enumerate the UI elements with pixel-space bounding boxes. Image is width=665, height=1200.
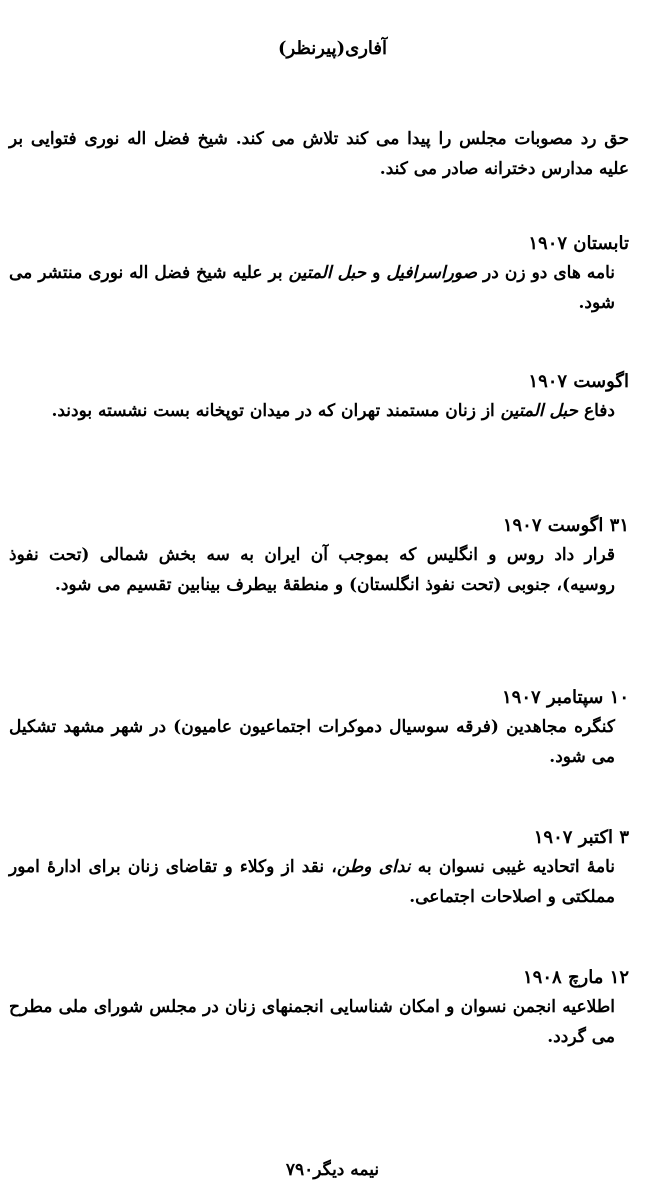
entry-date: ۳۱ اگوست ۱۹۰۷ <box>502 515 629 536</box>
entry-text-part: دفاع <box>578 401 615 421</box>
entry-date: اگوست ۱۹۰۷ <box>528 371 629 392</box>
entry-text-part: از زنان مستمند تهران که در میدان توپخانه بست نشسته بودند. <box>51 401 501 421</box>
entry-text-part: بر علیه شیخ فضل اله نوری منتشر می شود. <box>9 263 615 313</box>
entry-text <box>9 396 615 426</box>
entry-text: قرار داد روس و انگلیس که بموجب آن ایران به سه بخش شمالی (تحت نفوذ روسیه)، جنوبی (تحت نفوذ انگلستان) و منطقهٔ بیطرف بینابین تقسیم می شود. <box>9 545 615 595</box>
intro-text: حق رد مصوبات مجلس را پیدا می کند تلاش می کند. شیخ فضل اله نوری فتوایی بر علیه مدارس دخترانه صادر می کند. <box>9 129 629 179</box>
timeline-entry <box>9 684 629 772</box>
entry-text: اطلاعیه انجمن نسوان و امکان شناسایی انجمنهای زنان در مجلس شورای ملی مطرح می گردد. <box>9 997 615 1047</box>
intro-paragraph <box>9 124 629 184</box>
entry-text-part: و <box>366 263 387 283</box>
entry-text-part: نامهٔ اتحادیه غیبی نسوان به <box>410 857 615 877</box>
timeline-entry <box>9 824 629 912</box>
page-footer: نیمه دیگر۷۹۰ <box>285 1160 380 1180</box>
publication-name: حبل المتین <box>500 401 579 421</box>
publication-name: ندای وطن <box>336 857 411 877</box>
entry-date: ۳ اکتبر ۱۹۰۷ <box>533 827 629 848</box>
running-header: آفاری(پیرنظر) <box>278 38 387 59</box>
timeline-entry <box>9 230 629 318</box>
entry-text <box>9 258 615 318</box>
entry-text-part: ، نقد از وکلاء و تقاضای زنان برای ادارهٔ امور مملکتی و اصلاحات اجتماعی. <box>9 857 615 907</box>
timeline-entry <box>9 964 629 1052</box>
entry-date: تابستان ۱۹۰۷ <box>528 233 629 254</box>
entry-text-part: نامه های دو زن در <box>477 263 615 283</box>
entry-date: ۱۲ مارچ ۱۹۰۸ <box>523 967 629 988</box>
entry-text <box>9 852 615 912</box>
timeline-entry <box>9 368 629 426</box>
entry-text: کنگره مجاهدین (فرقه سوسیال دموکرات اجتماعیون عامیون) در شهر مشهد تشکیل می شود. <box>9 717 615 767</box>
entry-date: ۱۰ سپتامبر ۱۹۰۷ <box>502 687 629 708</box>
timeline-entry <box>9 512 629 600</box>
publication-name: حبل المتین <box>288 263 367 283</box>
publication-name: صوراسرافیل <box>386 263 478 283</box>
